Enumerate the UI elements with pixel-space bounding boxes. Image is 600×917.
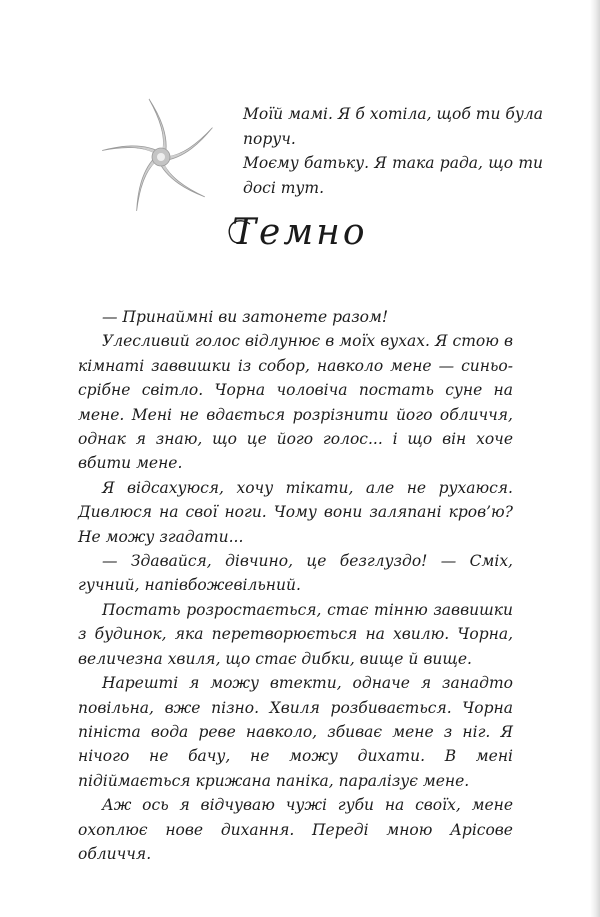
paragraph: Постать розростається, стає тінню заввишки з будинок, яка перетворюється на хвилю. Чорна, величезна хвиля, що стає дибки, вище й вище. [78,600,513,668]
title-flourish-icon [224,214,256,262]
dedication [243,102,543,200]
dedication-line-father: Моєму батьку. Я така рада, що ти досі тут. [243,154,543,197]
starfish-ornament-icon [96,92,226,222]
dedication-line-mother: Моїй мамі. Я б хотіла, щоб ти була поруч. [243,105,543,148]
chapter-title-text: Темно [232,212,368,253]
page-edge-shadow [590,0,600,917]
chapter-title [232,212,368,253]
paragraph: Нарешті я можу втекти, одначе я занадто повільна, вже пізно. Хвиля розбивається. Чорна пініста вода реве навколо, збиває мене з ніг. Я нічого не бачу, не можу дихати. В мені підіймається крижана паніка, паралізує мене. [78,674,513,790]
paragraph: Я відсахуюся, хочу тікати, але не рухаюся. Дивлюся на свої ноги. Чому вони заляпані кров’ю? Не можу згадати... [78,478,513,546]
paragraph: — Здавайся, дівчино, це безглуздо! — Сміх, гучний, напівбожевільний. [78,552,513,595]
paragraph: Улесливий голос відлунює в моїх вухах. Я стою в кімнаті заввишки із собор, навколо мене — синьо-срібне світло. Чорна чоловіча постать суне на мене. Мені не вдається розрізнити його обличчя, однак я знаю, що це його голос... і що він хоче вбити мене. [78,332,513,473]
paragraph: — Принаймні ви затонете разом! [102,308,389,326]
paragraph: Аж ось я відчуваю чужі губи на своїх, мене охоплює нове дихання. Переді мною Арісове обличчя. [78,796,513,863]
chapter-body [78,305,513,866]
